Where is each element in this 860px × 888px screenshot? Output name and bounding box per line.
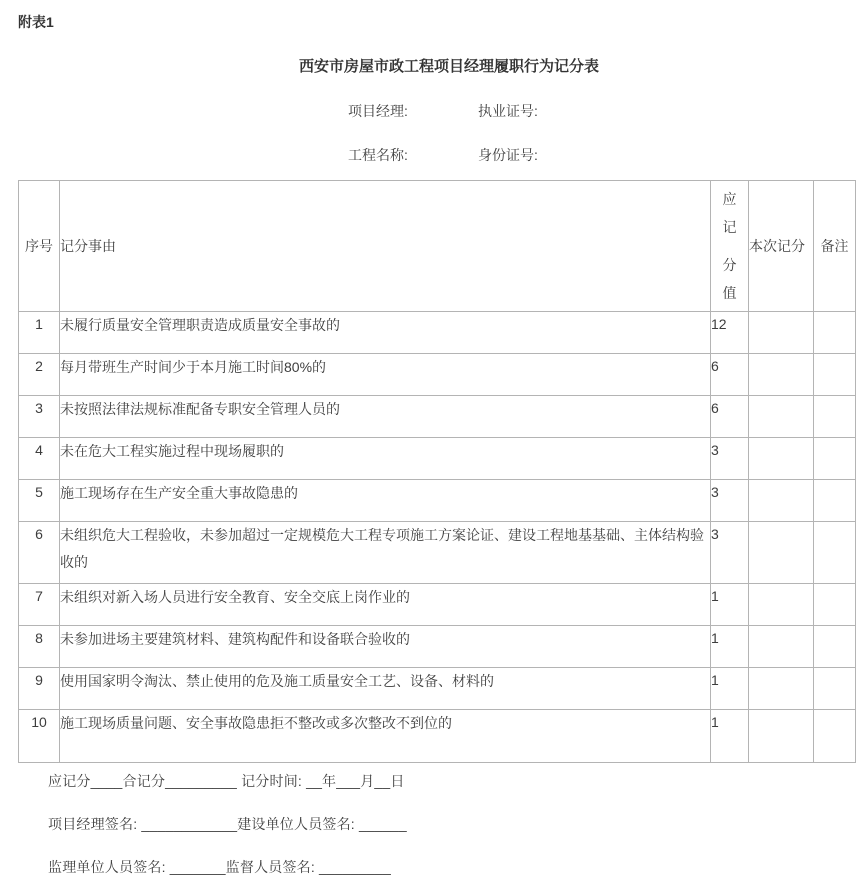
score-value-label-top: 应记 <box>722 191 737 235</box>
score-value-cell: 6 <box>711 354 749 396</box>
current-score-cell <box>749 312 814 354</box>
remark-cell <box>814 710 856 763</box>
table-row <box>19 354 856 396</box>
table-row <box>19 584 856 626</box>
remark-cell <box>814 438 856 480</box>
license-no-label: 执业证号: <box>478 103 538 119</box>
row-no-cell: 2 <box>19 354 60 396</box>
table-row <box>19 438 856 480</box>
table-row <box>19 626 856 668</box>
score-value-cell: 12 <box>711 312 749 354</box>
reason-cell: 未履行质量安全管理职责造成质量安全事故的 <box>60 312 711 354</box>
row-no-cell: 5 <box>19 480 60 522</box>
reason-cell: 使用国家明令淘汰、禁止使用的危及施工质量安全工艺、设备、材料的 <box>60 668 711 710</box>
remark-cell <box>814 480 856 522</box>
col-header-current-score: 本次记分 <box>749 181 814 312</box>
remark-cell <box>814 584 856 626</box>
score-value-cell: 3 <box>711 522 749 584</box>
field-line-2 <box>348 147 860 163</box>
reason-cell: 每月带班生产时间少于本月施工时间80%的 <box>60 354 711 396</box>
table-header-row <box>19 181 856 312</box>
score-value-cell: 3 <box>711 438 749 480</box>
row-no-cell: 7 <box>19 584 60 626</box>
current-score-cell <box>749 710 814 763</box>
remark-cell <box>814 522 856 584</box>
project-manager-label: 项目经理: <box>348 103 408 119</box>
reason-cell: 施工现场质量问题、安全事故隐患拒不整改或多次整改不到位的 <box>60 710 711 763</box>
reason-cell: 未按照法律法规标准配备专职安全管理人员的 <box>60 396 711 438</box>
current-score-cell <box>749 396 814 438</box>
reason-cell: 未组织危大工程验收，未参加超过一定规模危大工程专项施工方案论证、建设工程地基基础、主体结构验收的 <box>60 522 711 584</box>
remark-cell <box>814 626 856 668</box>
score-value-cell: 1 <box>711 710 749 763</box>
attachment-label: 附表1 <box>18 14 54 30</box>
score-value-cell: 3 <box>711 480 749 522</box>
table-row <box>19 710 856 763</box>
field-line-1 <box>348 103 860 119</box>
id-no-label: 身份证号: <box>478 147 538 163</box>
reason-cell: 未组织对新入场人员进行安全教育、安全交底上岗作业的 <box>60 584 711 626</box>
current-score-cell <box>749 584 814 626</box>
reason-cell: 未在危大工程实施过程中现场履职的 <box>60 438 711 480</box>
project-name-label: 工程名称: <box>348 147 408 163</box>
row-no-cell: 1 <box>19 312 60 354</box>
scoring-table <box>18 180 856 763</box>
reason-cell: 施工现场存在生产安全重大事故隐患的 <box>60 480 711 522</box>
remark-cell <box>814 396 856 438</box>
row-no-cell: 3 <box>19 396 60 438</box>
current-score-cell <box>749 626 814 668</box>
row-no-cell: 6 <box>19 522 60 584</box>
col-header-remarks: 备注 <box>814 181 856 312</box>
score-value-cell: 1 <box>711 626 749 668</box>
reason-cell: 未参加进场主要建筑材料、建筑构配件和设备联合验收的 <box>60 626 711 668</box>
row-no-cell: 4 <box>19 438 60 480</box>
row-no-cell: 10 <box>19 710 60 763</box>
header-fields <box>348 103 860 163</box>
current-score-cell <box>749 480 814 522</box>
remark-cell <box>814 354 856 396</box>
score-value-label-bottom: 分值 <box>722 257 737 301</box>
score-value-cell: 1 <box>711 668 749 710</box>
current-score-cell <box>749 438 814 480</box>
current-score-cell <box>749 668 814 710</box>
supervision-signature-line: 监理单位人员签名: _______监督人员签名: _________ <box>48 859 391 875</box>
score-value-cell: 1 <box>711 584 749 626</box>
remark-cell <box>814 668 856 710</box>
table-row <box>19 668 856 710</box>
remark-cell <box>814 312 856 354</box>
row-no-cell: 8 <box>19 626 60 668</box>
table-row <box>19 522 856 584</box>
table-row <box>19 312 856 354</box>
table-row <box>19 396 856 438</box>
document-title: 西安市房屋市政工程项目经理履职行为记分表 <box>298 58 599 75</box>
current-score-cell <box>749 354 814 396</box>
score-totals-line: 应记分____合记分_________ 记分时间: __年___月__日 <box>48 773 405 789</box>
row-no-cell: 9 <box>19 668 60 710</box>
current-score-cell <box>749 522 814 584</box>
col-header-reason: 记分事由 <box>60 181 711 312</box>
document-page <box>0 14 860 875</box>
manager-signature-line: 项目经理签名: ____________建设单位人员签名: ______ <box>48 816 407 832</box>
signature-footer <box>48 773 860 875</box>
score-value-cell: 6 <box>711 396 749 438</box>
col-header-score-value <box>711 181 749 312</box>
table-row <box>19 480 856 522</box>
col-header-seq-no: 序号 <box>19 181 60 312</box>
